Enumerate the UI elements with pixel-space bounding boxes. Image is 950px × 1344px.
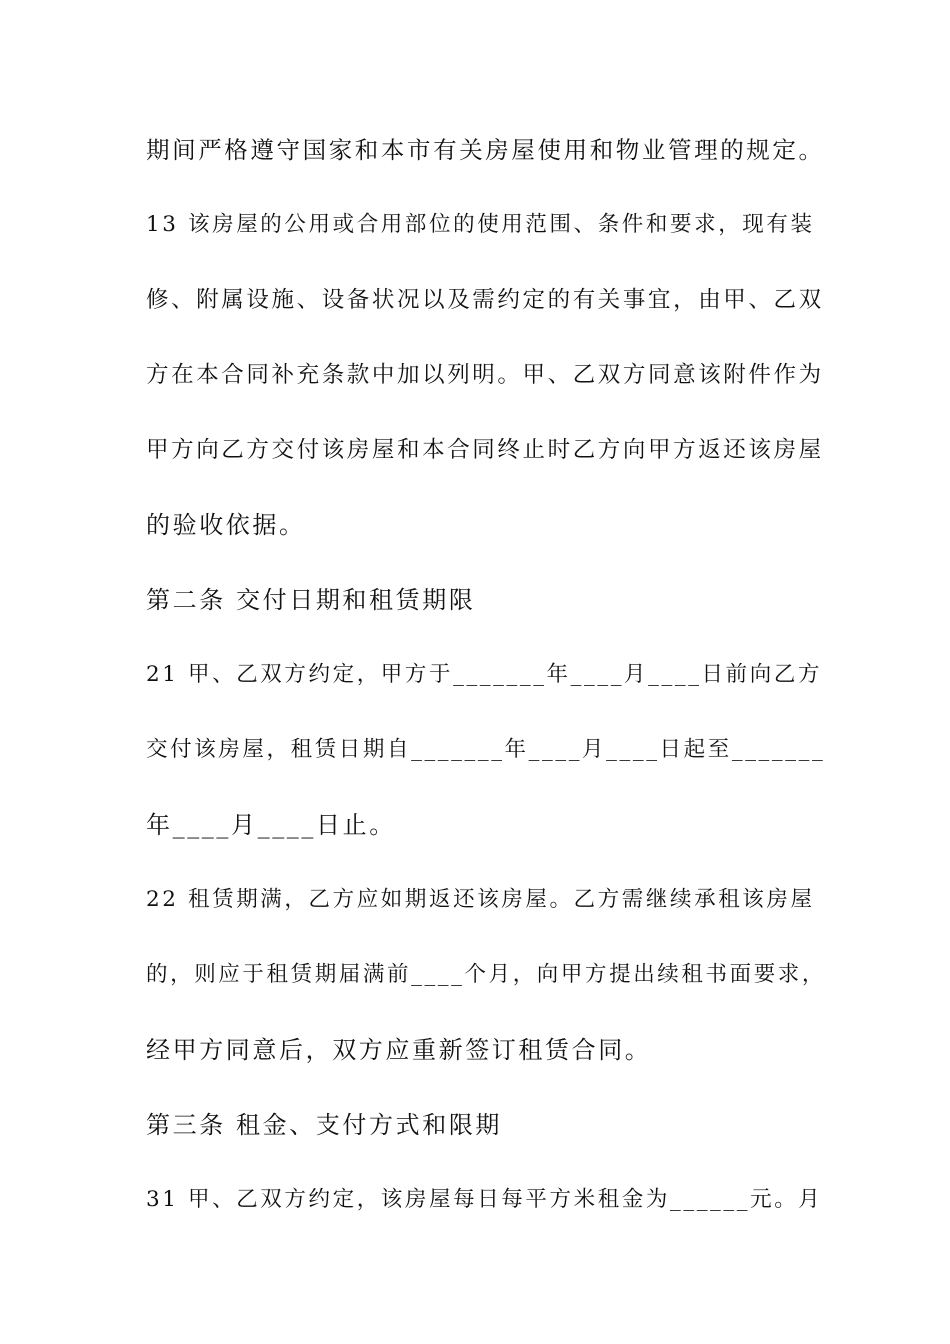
text-line-11: 22 租赁期满，乙方应如期返还该房屋。乙方需继续承租该房屋 — [146, 887, 815, 912]
text-line-4: 方在本合同补充条款中加以列明。甲、乙双方同意该附件作为 — [146, 362, 824, 388]
text-line-6: 的验收依据。 — [146, 511, 306, 539]
text-line-1: 期间严格遵守国家和本市有关房屋使用和物业管理的规定。 — [146, 136, 825, 164]
section-heading-3: 第三条 租金、支付方式和限期 — [146, 1111, 503, 1139]
text-line-13: 经甲方同意后，双方应重新签订租赁合同。 — [146, 1036, 652, 1064]
section-heading-2: 第二条 交付日期和租赁期限 — [146, 586, 476, 614]
text-line-8: 21 甲、乙双方约定，甲方于_______年____月____日前向乙方 — [146, 662, 823, 687]
text-line-9: 交付该房屋，租赁日期自_______年____月____日起至_______ — [146, 737, 826, 762]
text-line-15: 31 甲、乙双方约定，该房屋每日每平方米租金为______元。月 — [146, 1187, 823, 1212]
text-line-10: 年____月____日止。 — [146, 811, 396, 839]
text-line-3: 修、附属设施、设备状况以及需约定的有关事宜，由甲、乙双 — [146, 287, 824, 313]
text-line-2: 13 该房屋的公用或合用部位的使用范围、条件和要求，现有装 — [146, 212, 815, 237]
text-line-5: 甲方向乙方交付该房屋和本合同终止时乙方向甲方返还该房屋 — [146, 437, 824, 463]
text-line-12: 的，则应于租赁期届满前____个月，向甲方提出续租书面要求， — [146, 962, 827, 987]
